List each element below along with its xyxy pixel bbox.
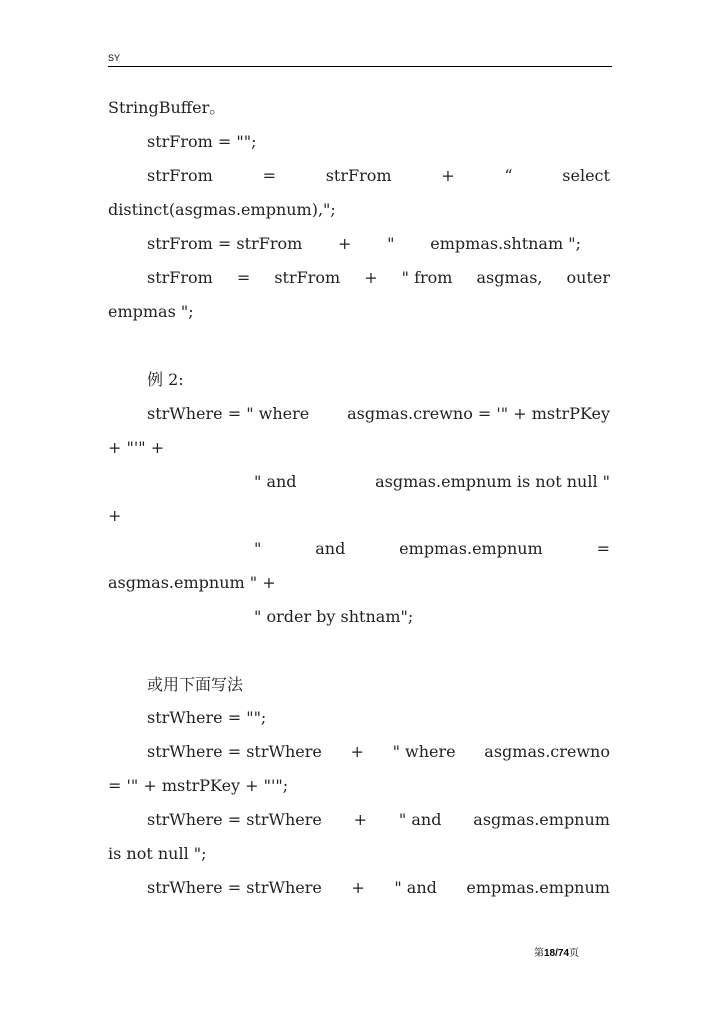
text-segment: + <box>338 234 352 253</box>
text-line: is not null "; <box>108 844 207 863</box>
text-segment: strWhere = strWhere <box>147 742 322 761</box>
text-segment: empmas.empnum <box>466 878 610 897</box>
text-line <box>147 740 610 764</box>
text-line <box>147 266 610 290</box>
text-line: empmas "; <box>108 302 194 321</box>
text-segment: asgmas.empnum <box>473 810 610 829</box>
text-segment: strFrom <box>147 166 213 185</box>
text-segment: asgmas.empnum is not null " <box>375 472 610 491</box>
text-segment: = <box>262 166 276 185</box>
text-line <box>147 876 610 900</box>
text-segment: " <box>387 234 395 253</box>
text-line <box>147 232 581 256</box>
text-segment: asgmas.crewno = '" + mstrPKey <box>347 404 610 423</box>
text-segment: asgmas.crewno <box>484 742 610 761</box>
text-segment: = <box>596 539 610 558</box>
text-segment: empmas.shtnam "; <box>430 234 581 253</box>
text-segment: " <box>254 539 262 558</box>
text-segment: + <box>364 268 378 287</box>
text-segment: " from <box>401 268 453 287</box>
text-line <box>147 808 610 832</box>
text-segment: " and <box>398 810 442 829</box>
text-segment: strFrom <box>325 166 392 185</box>
text-segment: + <box>441 166 455 185</box>
text-line: StringBuffer。 <box>108 98 226 117</box>
header-label: SY <box>108 53 121 63</box>
text-segment: select <box>562 166 610 185</box>
text-segment: " and <box>394 878 437 897</box>
section-heading: 例 2: <box>147 370 184 389</box>
text-line: + "'" + <box>108 438 165 457</box>
text-segment: outer <box>566 268 610 287</box>
text-segment: and <box>315 539 346 558</box>
text-line: = '" + mstrPKey + "'"; <box>108 776 289 795</box>
text-segment: + <box>353 810 368 829</box>
text-line <box>254 537 610 561</box>
text-line: strWhere = ""; <box>147 708 267 727</box>
text-segment: strFrom <box>147 268 213 287</box>
text-segment: = <box>236 268 251 287</box>
current-page: 18 <box>544 948 556 959</box>
page-separator: / <box>555 948 558 959</box>
text-segment: empmas.empnum <box>399 539 543 558</box>
text-segment: strFrom = strFrom <box>147 234 303 253</box>
page-header <box>108 52 612 67</box>
text-segment: asgmas, <box>476 268 543 287</box>
text-segment: “ <box>504 166 513 185</box>
section-heading: 或用下面写法 <box>147 675 244 694</box>
text-line: + <box>108 506 122 525</box>
page-prefix: 第 <box>534 948 544 959</box>
text-line: asgmas.empnum " + <box>108 573 276 592</box>
text-segment: strFrom <box>274 268 341 287</box>
text-line: " order by shtnam"; <box>254 607 414 626</box>
text-line: distinct(asgmas.empnum),"; <box>108 200 336 219</box>
total-pages: 74 <box>557 948 570 959</box>
text-segment: " and <box>254 472 297 491</box>
text-segment: + <box>351 878 365 897</box>
text-segment: + <box>350 742 364 761</box>
text-line <box>254 470 610 494</box>
text-segment: strWhere = strWhere <box>147 810 322 829</box>
text-segment: " where <box>392 742 456 761</box>
text-line <box>147 402 610 426</box>
page-suffix: 页 <box>569 948 580 959</box>
page-number <box>534 944 579 959</box>
text-line: strFrom = ""; <box>147 132 257 151</box>
text-line <box>147 164 610 188</box>
text-segment: strWhere = strWhere <box>147 878 322 897</box>
text-segment: strWhere = " where <box>147 404 310 423</box>
